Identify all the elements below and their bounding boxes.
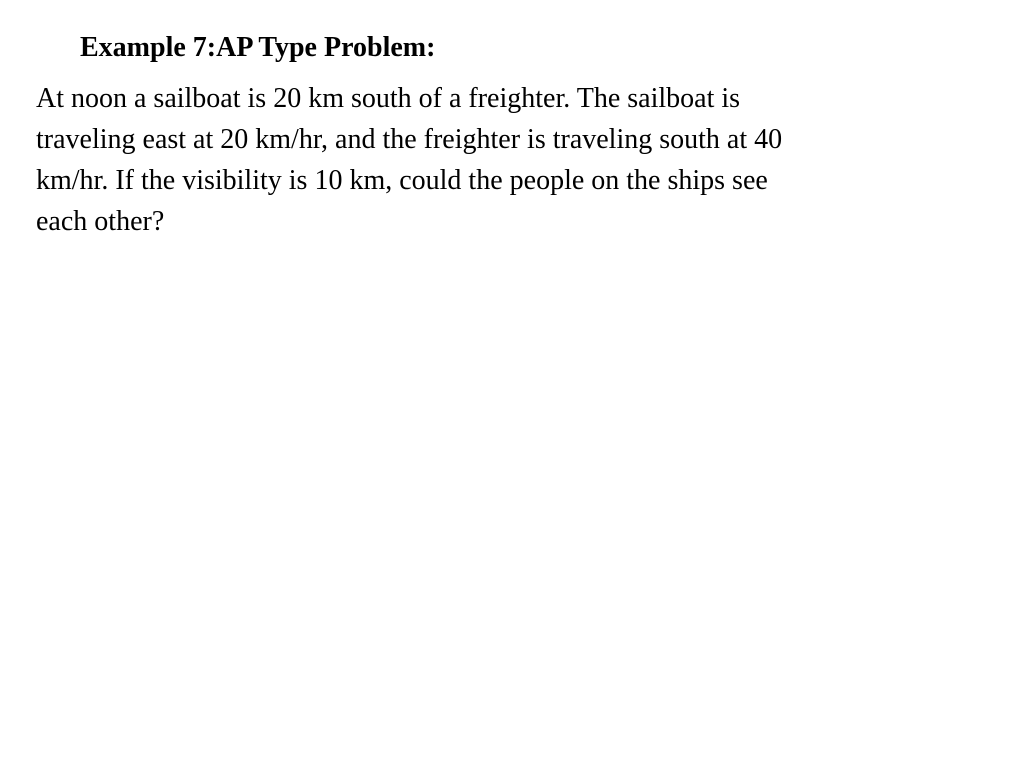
- problem-text: [36, 78, 976, 242]
- problem-text-line: traveling east at 20 km/hr, and the freighter is traveling south at 40: [36, 124, 783, 155]
- problem-text-line: each other?: [36, 206, 165, 237]
- problem-text-line: km/hr. If the visibility is 10 km, could the people on the ships see: [36, 165, 768, 196]
- problem-text-line: At noon a sailboat is 20 km south of a freighter. The sailboat is: [36, 83, 741, 114]
- slide-title: Example 7:AP Type Problem:: [80, 32, 436, 63]
